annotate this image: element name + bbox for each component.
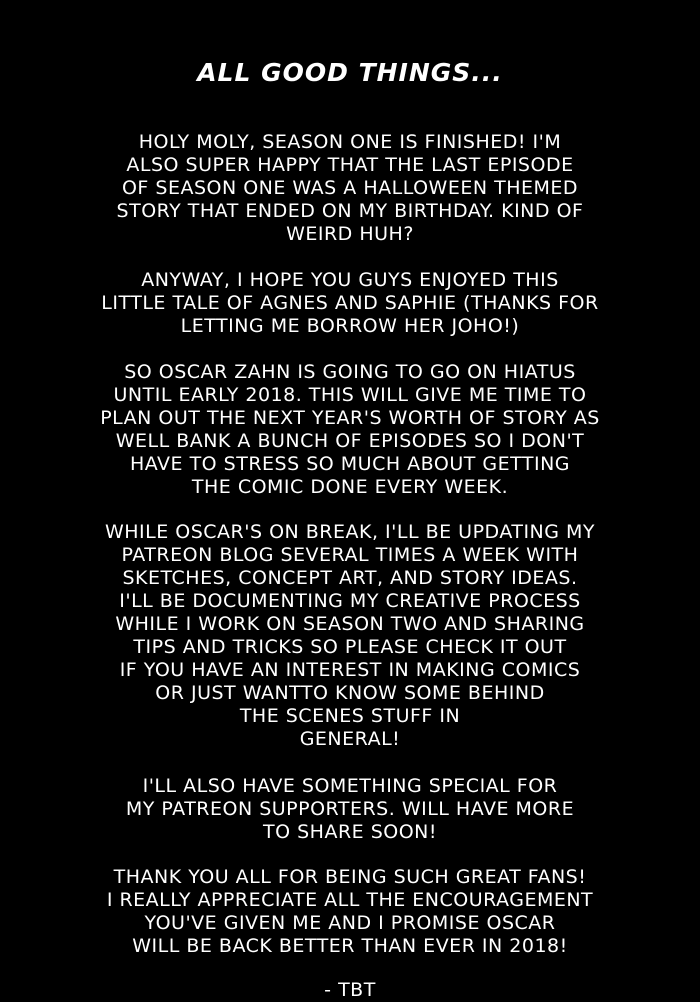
paragraph-line: OF SEASON ONE WAS A HALLOWEEN THEMED	[121, 177, 579, 199]
paragraph-line: TO SHARE SOON!	[263, 821, 437, 843]
paragraph-line: SO OSCAR ZAHN IS GOING TO GO ON HIATUS	[124, 361, 576, 383]
paragraph-line: WEIRD HUH?	[286, 223, 414, 245]
paragraph-hiatus	[20, 361, 680, 499]
paragraph-line: ALSO SUPER HAPPY THAT THE LAST EPISODE	[126, 154, 574, 176]
paragraph-line: THE COMIC DONE EVERY WEEK.	[191, 476, 509, 498]
paragraph-line: LITTLE TALE OF AGNES AND SAPHIE (THANKS FOR	[101, 292, 599, 314]
paragraph-line: MY PATREON SUPPORTERS. WILL HAVE MORE	[125, 798, 575, 820]
paragraph-season-finished	[20, 131, 680, 246]
paragraph-thank-you	[20, 866, 680, 958]
paragraph-line: GENERAL!	[299, 728, 401, 750]
paragraph-line: HAVE TO STRESS SO MUCH ABOUT GETTING	[129, 453, 571, 475]
paragraph-line: THE SCENES STUFF IN	[239, 705, 461, 727]
paragraph-hope-enjoyed	[20, 269, 680, 338]
paragraph-line: IF YOU HAVE AN INTEREST IN MAKING COMICS	[119, 659, 581, 681]
paragraph-line: THANK YOU ALL FOR BEING SUCH GREAT FANS!	[113, 866, 587, 888]
paragraph-line: WHILE OSCAR'S ON BREAK, I'LL BE UPDATING MY	[104, 521, 596, 543]
paragraph-line: PATREON BLOG SEVERAL TIMES A WEEK WITH	[121, 544, 579, 566]
paragraph-line: TIPS AND TRICKS SO PLEASE CHECK IT OUT	[133, 636, 567, 658]
paragraph-patreon-blog	[20, 521, 680, 751]
paragraph-line: ANYWAY, I HOPE YOU GUYS ENJOYED THIS	[141, 269, 559, 291]
paragraph-line: WILL BE BACK BETTER THAN EVER IN 2018!	[132, 935, 568, 957]
paragraph-line: WELL BANK A BUNCH OF EPISODES SO I DON'T	[115, 430, 585, 452]
paragraph-line: I'LL ALSO HAVE SOMETHING SPECIAL FOR	[142, 775, 558, 797]
paragraph-line: SKETCHES, CONCEPT ART, AND STORY IDEAS.	[122, 567, 578, 589]
paragraph-line: HOLY MOLY, SEASON ONE IS FINISHED! I'M	[138, 131, 562, 153]
paragraph-line: WHILE I WORK ON SEASON TWO AND SHARING	[115, 613, 585, 635]
paragraph-line: UNTIL EARLY 2018. THIS WILL GIVE ME TIME TO	[113, 384, 587, 406]
paragraph-line: I'LL BE DOCUMENTING MY CREATIVE PROCESS	[119, 590, 581, 612]
page-title: ALL GOOD THINGS...	[197, 58, 503, 87]
paragraph-line: YOU'VE GIVEN ME AND I PROMISE OSCAR	[144, 912, 556, 934]
signature: - TBT	[324, 979, 376, 1001]
paragraph-line: STORY THAT ENDED ON MY BIRTHDAY. KIND OF	[116, 200, 584, 222]
paragraph-line: I REALLY APPRECIATE ALL THE ENCOURAGEMENT	[106, 889, 594, 911]
paragraph-line: OR JUST WANTTO KNOW SOME BEHIND	[155, 682, 545, 704]
paragraph-line: LETTING ME BORROW HER JOHO!)	[180, 315, 520, 337]
paragraph-special-supporters	[20, 775, 680, 844]
paragraph-line: PLAN OUT THE NEXT YEAR'S WORTH OF STORY AS	[100, 407, 600, 429]
